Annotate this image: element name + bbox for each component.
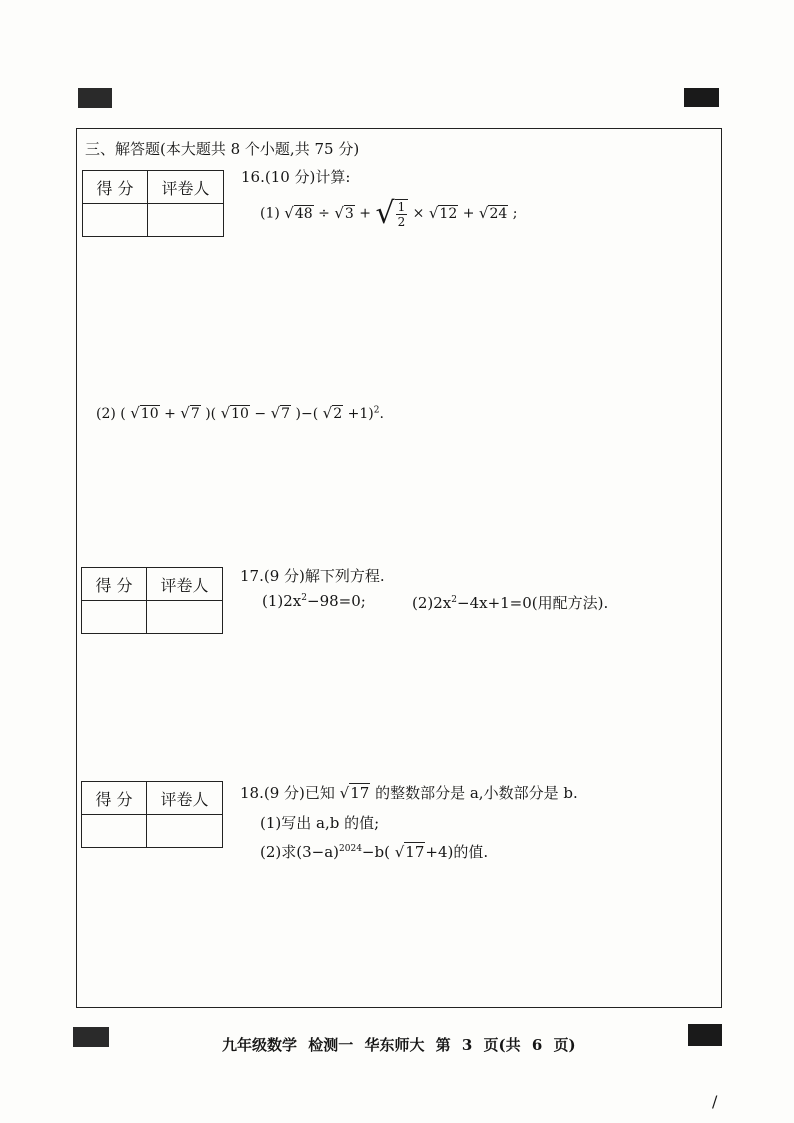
plus-sign: +: [359, 205, 371, 222]
score-cell[interactable]: [82, 601, 147, 634]
registration-mark-bottom-right: [688, 1024, 722, 1046]
sqrt-24: √24: [478, 203, 508, 222]
q17-part1: $(1)2x^2-98=0$;: [262, 592, 366, 610]
sqrt-10: √10: [220, 404, 249, 422]
score-cell[interactable]: [83, 204, 148, 237]
times-sign: ×: [412, 205, 425, 222]
sqrt-7: √7: [180, 404, 200, 422]
q16-p1-label: (1): [260, 205, 280, 222]
grader-cell[interactable]: [148, 204, 224, 237]
q16-part2: (2) ( √10 + √7 )( √10 − √7 )−( √2 +1)$^2$.: [96, 404, 384, 422]
sqrt-half: √ $\frac{1}{2}$: [375, 196, 408, 231]
score-cell[interactable]: [82, 815, 147, 848]
q16-stem: 16.(10 分)计算:: [241, 168, 351, 186]
registration-mark-top-right: [684, 88, 719, 107]
plus-sign: +: [462, 205, 475, 222]
score-header: 得 分: [82, 568, 147, 601]
score-table-q18: [81, 781, 223, 848]
registration-mark-bottom-left: [73, 1027, 109, 1047]
sqrt-7: √7: [270, 404, 291, 422]
sqrt-3: √3: [334, 203, 354, 222]
score-table-q16: [82, 170, 224, 237]
grader-cell[interactable]: [147, 601, 223, 634]
stray-mark: /: [712, 1092, 718, 1111]
score-header: 得 分: [82, 782, 147, 815]
sqrt-48: √48: [284, 203, 313, 222]
q18-stem: 18.(9 分)已知 √17 的整数部分是 a,小数部分是 b.: [240, 784, 578, 802]
q16-part1: (1) √48 ÷ √3 + √ $\frac{1}{2}$ × √12 + √24 ;: [260, 196, 518, 231]
score-table-q17: [81, 567, 223, 634]
sqrt-2: √2: [322, 404, 343, 422]
page-footer: 九年级数学 检测一 华东师大 第 3 页(共 6 页): [222, 1036, 576, 1054]
grader-header: 评卷人: [147, 568, 223, 601]
q17-part2: $(2)2x^2-4x+1=0$(用配方法).: [412, 594, 609, 612]
grader-header: 评卷人: [148, 171, 224, 204]
grader-header: 评卷人: [147, 782, 223, 815]
q18-part1: (1)写出 a,b 的值;: [260, 814, 380, 832]
grader-cell[interactable]: [147, 815, 223, 848]
q17-stem: 17.(9 分)解下列方程.: [240, 567, 385, 585]
score-header: 得 分: [83, 171, 148, 204]
sqrt-17: √17: [339, 784, 370, 802]
div-sign: ÷: [318, 205, 330, 222]
section-title: 三、解答题(本大题共 8 个小题,共 75 分): [85, 140, 360, 158]
sqrt-10: √10: [130, 404, 159, 422]
registration-mark-top-left: [78, 88, 112, 108]
q18-part2: (2)求$(3-a)^{2024}-b$( √17+4)的值.: [260, 843, 489, 861]
sqrt-17: √17: [394, 843, 425, 861]
sqrt-12: √12: [428, 203, 458, 222]
